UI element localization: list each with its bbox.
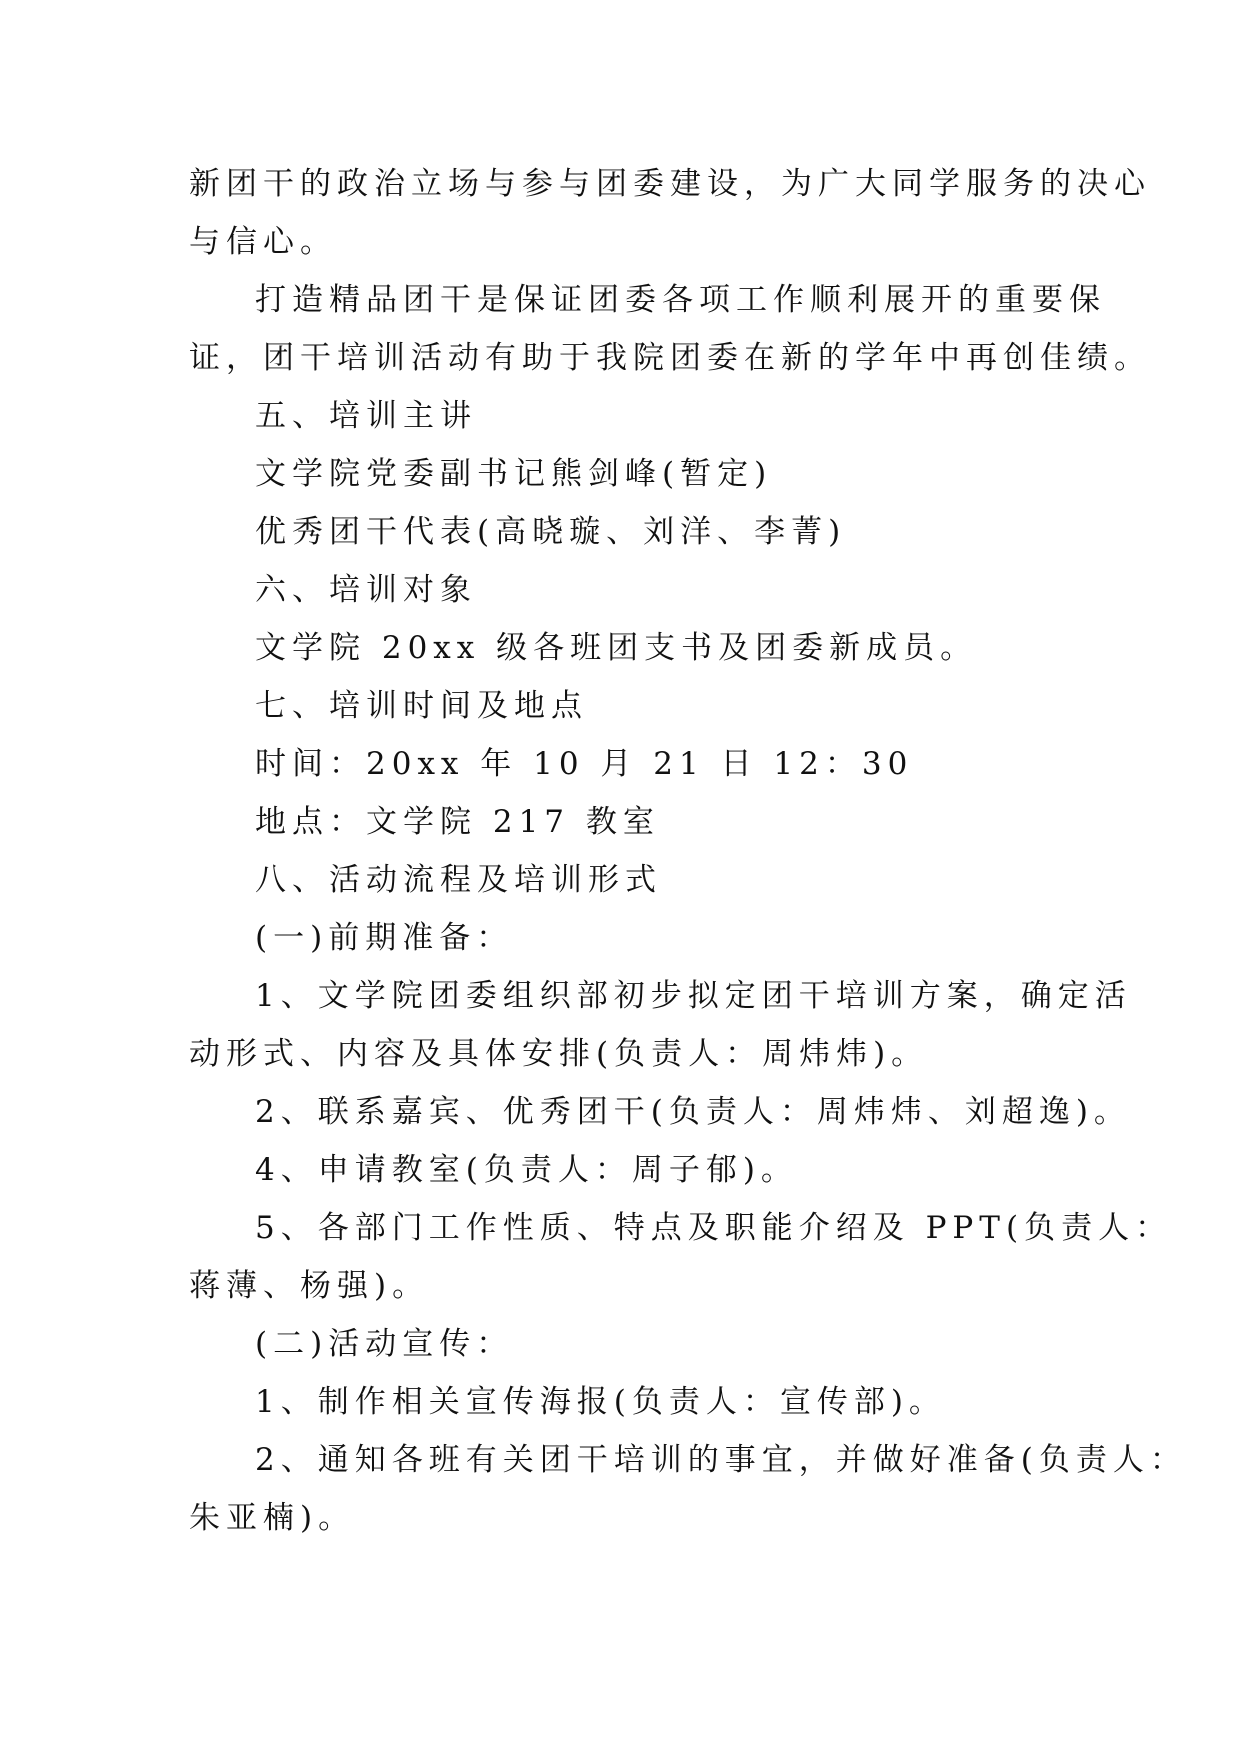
paragraph-line: 文学院 20xx 级各班团支书及团委新成员。: [255, 630, 978, 666]
paragraph-line: 优秀团干代表(高晓璇、刘洋、李菁): [255, 514, 847, 550]
paragraph-line: 2、通知各班有关团干培训的事宜，并做好准备(负责人：: [255, 1442, 1187, 1478]
paragraph-line: 证，团干培训活动有助于我院团委在新的学年中再创佳绩。: [189, 340, 1151, 376]
section-heading-7: 七、培训时间及地点: [255, 688, 588, 724]
section-heading-8: 八、活动流程及培训形式: [255, 862, 662, 898]
paragraph-line: 朱亚楠)。: [189, 1500, 356, 1536]
paragraph-line: 蒋薄、杨强)。: [189, 1268, 430, 1304]
paragraph-line: 文学院党委副书记熊剑峰(暂定): [255, 456, 773, 492]
paragraph-line: 打造精品团干是保证团委各项工作顺利展开的重要保: [255, 282, 1106, 318]
paragraph-line: 新团干的政治立场与参与团委建设，为广大同学服务的决心: [189, 166, 1151, 202]
subsection-heading: (二)活动宣传：: [255, 1326, 514, 1362]
section-heading-5: 五、培训主讲: [255, 398, 477, 434]
paragraph-line: 与信心。: [189, 224, 337, 260]
subsection-heading: (一)前期准备：: [255, 920, 514, 956]
paragraph-line: 1、制作相关宣传海报(负责人：宣传部)。: [255, 1384, 946, 1420]
paragraph-line: 1、文学院团委组织部初步拟定团干培训方案，确定活: [255, 978, 1132, 1014]
paragraph-line: 时间：20xx 年 10 月 21 日 12：30: [255, 746, 914, 782]
paragraph-line: 地点：文学院 217 教室: [255, 804, 660, 840]
paragraph-line: 2、联系嘉宾、优秀团干(负责人：周炜炜、刘超逸)。: [255, 1094, 1131, 1130]
paragraph-line: 5、各部门工作性质、特点及职能介绍及 PPT(负责人：: [255, 1210, 1173, 1246]
paragraph-line: 4、申请教室(负责人：周子郁)。: [255, 1152, 798, 1188]
paragraph-line: 动形式、内容及具体安排(负责人：周炜炜)。: [189, 1036, 929, 1072]
section-heading-6: 六、培训对象: [255, 572, 477, 608]
document-body: [189, 155, 1187, 1547]
